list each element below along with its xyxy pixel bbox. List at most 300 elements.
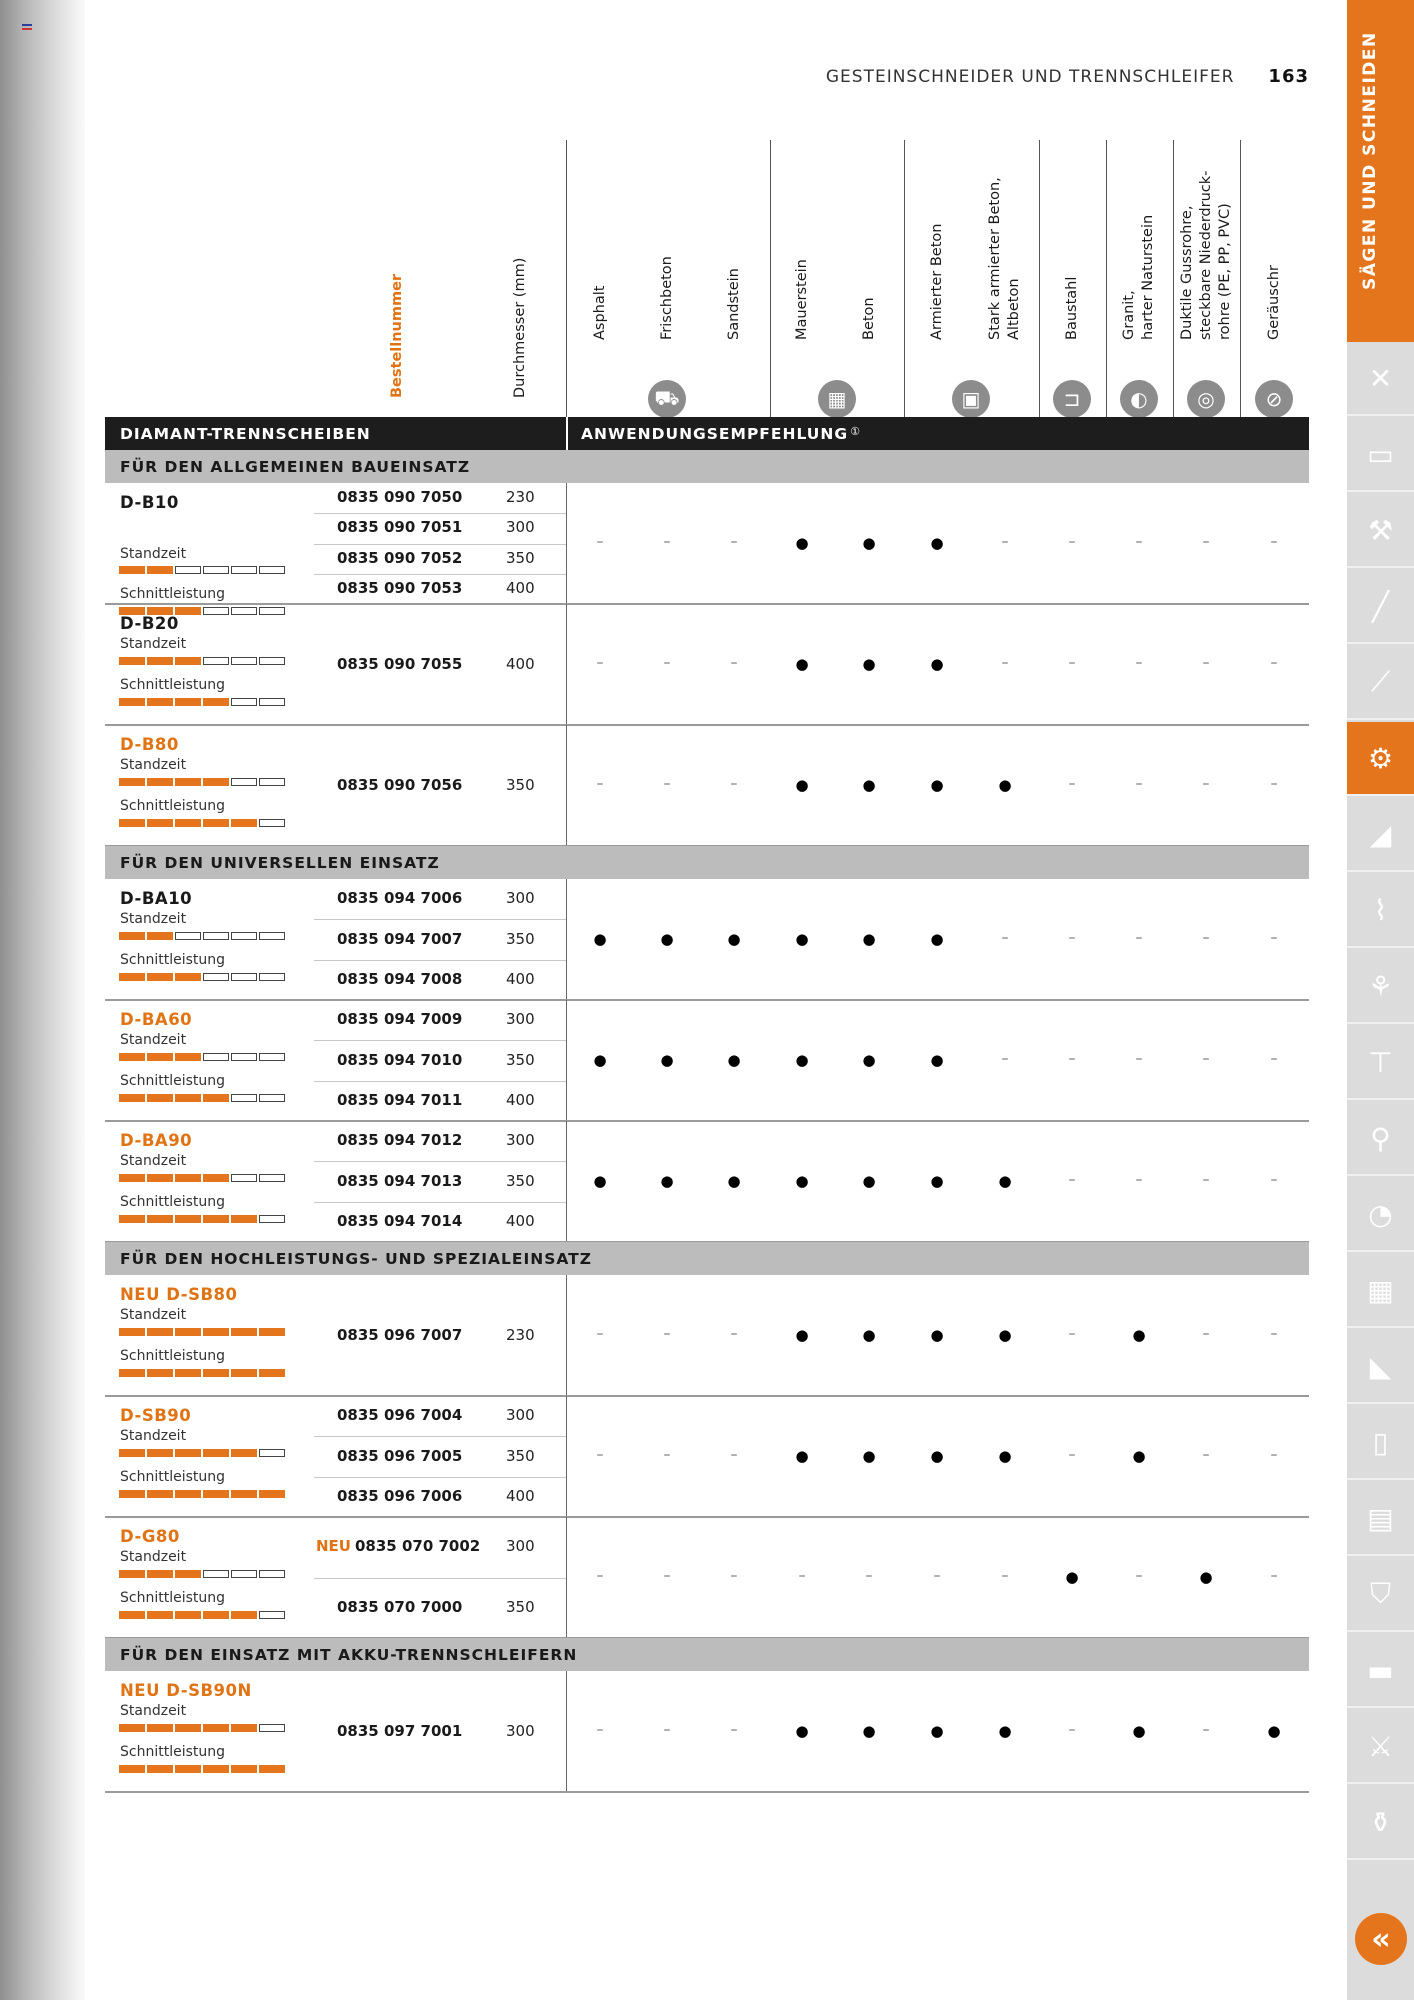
chainsaw-icon: ⚒ xyxy=(1367,513,1394,547)
smartphone-button[interactable] xyxy=(1347,1406,1414,1480)
sidebar-section-title: SÄGEN UND SCHNEIDEN xyxy=(1360,31,1380,290)
product-name: NEU D-SB90N xyxy=(120,1681,252,1700)
rating-segment xyxy=(147,1215,173,1223)
order-number-text: 0835 094 7013 xyxy=(337,1171,463,1190)
not-recommended-dash: – xyxy=(1202,1325,1210,1342)
cutoff-saw-button[interactable] xyxy=(1347,722,1414,796)
not-recommended-dash: – xyxy=(1001,1050,1009,1067)
not-recommended-dash: – xyxy=(1202,775,1210,792)
not-recommended-dash: – xyxy=(730,654,738,671)
rating-segment xyxy=(175,778,201,786)
not-recommended-dash: – xyxy=(1270,1171,1278,1188)
spray-bottle-icon: ⚱ xyxy=(1368,1805,1393,1839)
order-number-text: 0835 097 7001 xyxy=(337,1721,463,1740)
not-recommended-dash: – xyxy=(1001,654,1009,671)
rating-segment xyxy=(175,1449,201,1457)
diameter-value: 350 xyxy=(506,775,535,794)
not-recommended-dash: – xyxy=(1270,533,1278,550)
not-recommended-dash: – xyxy=(663,1325,671,1342)
not-recommended-dash: – xyxy=(1135,775,1143,792)
rating-segment xyxy=(259,1765,285,1773)
recommended-dot: ● xyxy=(930,654,944,673)
order-number-text: 0835 096 7006 xyxy=(337,1486,463,1505)
recommended-dot: ● xyxy=(795,775,809,794)
steel-beam-icon: ⊐ xyxy=(1053,380,1091,418)
diameter-value: 230 xyxy=(506,488,535,507)
order-number xyxy=(337,1131,462,1149)
product-divider xyxy=(105,1395,1309,1397)
trimmer-button[interactable] xyxy=(1347,874,1414,948)
diameter-value: 400 xyxy=(506,1090,535,1109)
table-col-divider xyxy=(566,1121,567,1242)
product-name: D-B20 xyxy=(120,614,179,633)
auger-button[interactable] xyxy=(1347,1026,1414,1100)
not-recommended-dash: – xyxy=(798,1567,806,1584)
not-recommended-dash: – xyxy=(663,533,671,550)
rating-segment xyxy=(175,698,201,706)
not-recommended-dash: – xyxy=(1135,1567,1143,1584)
rating-segment xyxy=(119,973,145,981)
row-divider xyxy=(314,1081,566,1082)
rating-segment xyxy=(203,1174,229,1182)
lawnmower-button[interactable] xyxy=(1347,798,1414,872)
rating-segment xyxy=(175,1570,201,1578)
not-recommended-dash: – xyxy=(1202,533,1210,550)
order-number-text: 0835 090 7051 xyxy=(337,518,463,537)
not-recommended-dash: – xyxy=(730,1567,738,1584)
recommended-dot: ● xyxy=(795,654,809,673)
col-order-number: Bestellnummer xyxy=(389,273,405,398)
row-divider xyxy=(314,1477,566,1478)
recommended-dot: ● xyxy=(930,1171,944,1190)
rating-segment xyxy=(259,973,285,981)
recommended-dot: ● xyxy=(727,929,741,948)
not-recommended-dash: – xyxy=(1068,654,1076,671)
cultivator-button[interactable] xyxy=(1347,950,1414,1024)
row-divider xyxy=(314,513,566,514)
granite-icon: ◐ xyxy=(1120,380,1158,418)
recommended-dot: ● xyxy=(862,1050,876,1069)
diameter-value: 400 xyxy=(506,1486,535,1505)
recommended-dot: ● xyxy=(998,1325,1012,1344)
recommended-dot: ● xyxy=(862,1325,876,1344)
product-name: D-B10 xyxy=(120,493,179,512)
rating-segment xyxy=(147,1094,173,1102)
recommended-dot: ● xyxy=(593,929,607,948)
schnittleistung-label: Schnittleistung xyxy=(120,1348,226,1364)
sidebar-active-section[interactable] xyxy=(1347,0,1414,342)
order-number xyxy=(337,1172,462,1190)
standzeit-label: Standzeit xyxy=(120,757,187,773)
recommended-dot: ● xyxy=(862,775,876,794)
battery-icon: ▭ xyxy=(1367,437,1394,471)
rating-segment xyxy=(147,1724,173,1732)
table-col-divider xyxy=(566,604,567,725)
rating-segment xyxy=(203,1449,229,1457)
garden-plan-icon: ▦ xyxy=(1367,1273,1394,1307)
schnittleistung-label: Schnittleistung xyxy=(120,1590,226,1606)
not-recommended-dash: – xyxy=(1270,654,1278,671)
tools-button[interactable] xyxy=(1347,342,1414,416)
not-recommended-dash: – xyxy=(1001,1567,1009,1584)
rating-segment xyxy=(175,1215,201,1223)
rating-segment xyxy=(147,698,173,706)
not-recommended-dash: – xyxy=(596,1325,604,1342)
not-recommended-dash: – xyxy=(663,775,671,792)
rating-segment xyxy=(147,1490,173,1498)
not-recommended-dash: – xyxy=(1068,533,1076,550)
recommended-dot: ● xyxy=(930,775,944,794)
diameter-value: 300 xyxy=(506,889,535,908)
not-recommended-dash: – xyxy=(1270,1446,1278,1463)
rating-segment xyxy=(119,1328,145,1336)
rating-segment xyxy=(203,1490,229,1498)
spray-bottle-button[interactable] xyxy=(1347,1786,1414,1860)
order-number xyxy=(337,1212,462,1230)
rating-segment xyxy=(231,973,257,981)
rating-segment xyxy=(231,819,257,827)
rating-segment xyxy=(231,1449,257,1457)
product-name: NEU D-SB80 xyxy=(120,1285,238,1304)
rating-segment xyxy=(203,1053,229,1061)
recommended-dot: ● xyxy=(998,775,1012,794)
not-recommended-dash: – xyxy=(1135,1050,1143,1067)
rating-segment xyxy=(175,1765,201,1773)
standzeit-label: Standzeit xyxy=(120,636,187,652)
rating-segment xyxy=(259,698,285,706)
lawnmower-icon: ◢ xyxy=(1369,817,1392,851)
recommended-dot: ● xyxy=(1199,1567,1213,1586)
standzeit-label: Standzeit xyxy=(120,1307,187,1323)
rating-segment xyxy=(231,1369,257,1377)
order-number xyxy=(337,1091,462,1109)
recommended-dot: ● xyxy=(1132,1721,1146,1740)
recommended-dot: ● xyxy=(795,533,809,552)
schnittleistung-label: Schnittleistung xyxy=(120,1744,226,1760)
sidebar xyxy=(1347,0,1414,2000)
order-number-text: 0835 070 7002 xyxy=(354,1537,481,1556)
rating-segment xyxy=(147,819,173,827)
rating-segment xyxy=(231,1490,257,1498)
recommended-dot: ● xyxy=(862,1171,876,1190)
recommended-dot: ● xyxy=(593,1050,607,1069)
rating-segment xyxy=(147,1053,173,1061)
col-material-6-line-1: Altbeton xyxy=(1006,278,1022,340)
not-recommended-dash: – xyxy=(596,1721,604,1738)
rating-segment xyxy=(203,778,229,786)
page-number: 163 xyxy=(1268,66,1309,87)
pole-saw-button[interactable] xyxy=(1347,570,1414,644)
product-name: D-B80 xyxy=(120,735,179,754)
rating-segment xyxy=(147,1449,173,1457)
standzeit-label: Standzeit xyxy=(120,911,187,927)
not-recommended-dash: – xyxy=(1068,1721,1076,1738)
rating-segment xyxy=(119,1449,145,1457)
rating-segment xyxy=(147,932,173,940)
standzeit-label: Standzeit xyxy=(120,1549,187,1565)
storage-icon: ▤ xyxy=(1367,1501,1394,1535)
rating-segment xyxy=(175,932,201,940)
schnittleistung-label: Schnittleistung xyxy=(120,586,226,602)
not-recommended-dash: – xyxy=(1068,1325,1076,1342)
rating-segment xyxy=(259,657,285,665)
rating-segment xyxy=(231,778,257,786)
product-divider xyxy=(105,724,1309,726)
double-chevron-left-icon: « xyxy=(1371,1921,1391,1957)
section-header: FÜR DEN ALLGEMEINEN BAUEINSATZ xyxy=(105,450,1309,483)
rating-segment xyxy=(231,698,257,706)
rating-segment xyxy=(175,566,201,574)
not-recommended-dash: – xyxy=(1202,929,1210,946)
rating-segment xyxy=(119,1094,145,1102)
diameter-value: 350 xyxy=(506,1050,535,1069)
diameter-value: 400 xyxy=(506,969,535,988)
product-divider xyxy=(105,1120,1309,1122)
rating-segment xyxy=(259,1449,285,1457)
col-material-5-line-0: Armierter Beton xyxy=(928,223,945,340)
schnittleistung-label: Schnittleistung xyxy=(120,1073,226,1089)
col-material-0-line-0: Asphalt xyxy=(591,285,608,340)
rating-bar xyxy=(119,698,285,706)
order-number-text: 0835 090 7052 xyxy=(337,548,463,567)
recommended-dot: ● xyxy=(862,654,876,673)
recommended-dot: ● xyxy=(930,1446,944,1465)
toolbox-icon: ▬ xyxy=(1367,1653,1394,1687)
rating-bar xyxy=(119,778,285,786)
rating-segment xyxy=(175,819,201,827)
not-recommended-dash: – xyxy=(596,775,604,792)
product-name: D-BA90 xyxy=(120,1131,193,1150)
rating-segment xyxy=(259,1094,285,1102)
rating-segment xyxy=(203,607,229,615)
col-material-9-line-2: rohre (PE, PP, PVC) xyxy=(1216,203,1233,340)
not-recommended-dash: – xyxy=(1135,533,1143,550)
product-divider xyxy=(105,999,1309,1001)
robot-mower-button[interactable] xyxy=(1347,1330,1414,1404)
diameter-value: 300 xyxy=(506,1537,535,1556)
rating-segment xyxy=(175,1053,201,1061)
col-material-4-line-0: Beton xyxy=(860,297,877,340)
rating-bar xyxy=(119,819,285,827)
storage-button[interactable] xyxy=(1347,1482,1414,1556)
order-number xyxy=(337,549,462,567)
not-recommended-dash: – xyxy=(663,1446,671,1463)
order-number xyxy=(337,1010,462,1028)
clothing-button[interactable] xyxy=(1347,1558,1414,1632)
rating-segment xyxy=(231,566,257,574)
not-recommended-dash: – xyxy=(1001,533,1009,550)
rating-segment xyxy=(259,1174,285,1182)
rating-segment xyxy=(147,1611,173,1619)
rating-bar xyxy=(119,657,285,665)
standzeit-label: Standzeit xyxy=(120,1032,187,1048)
table-right-header: ANWENDUNGSEMPFEHLUNG ① xyxy=(581,425,861,443)
not-recommended-dash: – xyxy=(596,1446,604,1463)
section-header: FÜR DEN EINSATZ MIT AKKU-TRENNSCHLEIFERN xyxy=(105,1638,1309,1671)
order-number-text: 0835 096 7004 xyxy=(337,1406,463,1425)
rating-segment xyxy=(119,819,145,827)
order-number xyxy=(337,655,462,673)
row-divider xyxy=(314,574,566,575)
rating-bar xyxy=(119,932,285,940)
not-recommended-dash: – xyxy=(1001,929,1009,946)
table-col-divider xyxy=(566,879,567,1000)
not-recommended-dash: – xyxy=(730,533,738,550)
rating-segment xyxy=(119,1053,145,1061)
back-button[interactable] xyxy=(1355,1913,1407,1965)
tools-icon: ✕ xyxy=(1368,361,1393,395)
blower-icon: ◔ xyxy=(1368,1197,1393,1231)
order-number-text: 0835 094 7009 xyxy=(337,1010,463,1029)
auger-icon: ⊤ xyxy=(1368,1045,1393,1079)
diameter-value: 300 xyxy=(506,1131,535,1150)
rating-bar xyxy=(119,1174,285,1182)
schnittleistung-label: Schnittleistung xyxy=(120,952,226,968)
not-recommended-dash: – xyxy=(1270,1050,1278,1067)
rating-segment xyxy=(147,1369,173,1377)
recommended-dot: ● xyxy=(930,929,944,948)
recommended-dot: ● xyxy=(795,1721,809,1740)
table-left-header: DIAMANT-TRENNSCHEIBEN xyxy=(120,425,371,443)
order-number-text: 0835 090 7050 xyxy=(337,488,463,507)
rating-segment xyxy=(119,1724,145,1732)
not-recommended-dash: – xyxy=(596,654,604,671)
diameter-value: 230 xyxy=(506,1325,535,1344)
rating-bar xyxy=(119,1570,285,1578)
not-recommended-dash: – xyxy=(1202,1050,1210,1067)
not-recommended-dash: – xyxy=(1202,1171,1210,1188)
rating-segment xyxy=(259,607,285,615)
recommended-dot: ● xyxy=(930,1721,944,1740)
section-header: FÜR DEN HOCHLEISTUNGS- UND SPEZIALEINSATZ xyxy=(105,1242,1309,1275)
col-divider xyxy=(1173,140,1174,417)
rating-bar xyxy=(119,1765,285,1773)
toolbox-button[interactable] xyxy=(1347,1634,1414,1708)
not-recommended-dash: – xyxy=(1135,1171,1143,1188)
garden-plan-button[interactable] xyxy=(1347,1254,1414,1328)
col-divider xyxy=(1039,140,1040,417)
rating-segment xyxy=(231,1174,257,1182)
robot-mower-icon: ◣ xyxy=(1369,1349,1392,1383)
recommended-dot: ● xyxy=(1132,1446,1146,1465)
recommended-dot: ● xyxy=(795,929,809,948)
rating-segment xyxy=(147,566,173,574)
recommended-dot: ● xyxy=(795,1050,809,1069)
order-number-text: 0835 094 7007 xyxy=(337,929,463,948)
blower-button[interactable] xyxy=(1347,1178,1414,1252)
rating-segment xyxy=(203,698,229,706)
col-material-9-line-0: Duktile Gussrohre, xyxy=(1178,205,1195,340)
battery-button[interactable] xyxy=(1347,418,1414,492)
col-divider xyxy=(770,140,771,417)
order-number-text: 0835 094 7012 xyxy=(337,1131,463,1150)
row-divider xyxy=(314,1161,566,1162)
recommended-dot: ● xyxy=(930,1050,944,1069)
not-recommended-dash: – xyxy=(1135,654,1143,671)
product-divider xyxy=(105,603,1309,605)
rating-bar xyxy=(119,1215,285,1223)
diameter-value: 300 xyxy=(506,1406,535,1425)
rating-bar xyxy=(119,973,285,981)
new-badge: NEU xyxy=(316,1537,351,1556)
recommended-dot: ● xyxy=(862,929,876,948)
rating-segment xyxy=(119,932,145,940)
axe-icon: ⚔ xyxy=(1367,1729,1394,1763)
product-name: D-BA60 xyxy=(120,1010,193,1029)
pressure-washer-button[interactable] xyxy=(1347,1102,1414,1176)
table-col-divider xyxy=(566,1396,567,1517)
not-recommended-dash: – xyxy=(730,1325,738,1342)
recommended-dot: ● xyxy=(795,1325,809,1344)
rating-segment xyxy=(231,1724,257,1732)
order-number xyxy=(337,579,462,597)
col-divider xyxy=(1240,140,1241,417)
not-recommended-dash: – xyxy=(1270,929,1278,946)
recommended-dot: ● xyxy=(862,533,876,552)
axe-button[interactable] xyxy=(1347,1710,1414,1784)
not-recommended-dash: – xyxy=(663,654,671,671)
standzeit-label: Standzeit xyxy=(120,1703,187,1719)
rating-segment xyxy=(147,1765,173,1773)
chainsaw-button[interactable] xyxy=(1347,494,1414,568)
order-number xyxy=(337,1722,462,1740)
section-header: FÜR DEN UNIVERSELLEN EINSATZ xyxy=(105,846,1309,879)
order-number-text: 0835 094 7014 xyxy=(337,1211,463,1230)
product-name: D-SB90 xyxy=(120,1406,192,1425)
rating-segment xyxy=(259,1328,285,1336)
schnittleistung-label: Schnittleistung xyxy=(120,1194,226,1210)
table-col-divider xyxy=(566,1000,567,1121)
recommended-dot: ● xyxy=(660,1171,674,1190)
rating-segment xyxy=(203,1570,229,1578)
rating-segment xyxy=(147,1328,173,1336)
recommended-dot: ● xyxy=(727,1050,741,1069)
rating-bar xyxy=(119,566,285,574)
rating-segment xyxy=(119,657,145,665)
not-recommended-dash: – xyxy=(865,1567,873,1584)
page-header xyxy=(826,66,1309,87)
recommended-dot: ● xyxy=(660,1050,674,1069)
recommended-dot: ● xyxy=(795,1171,809,1190)
not-recommended-dash: – xyxy=(1068,775,1076,792)
col-divider xyxy=(566,140,567,417)
col-material-2-line-0: Sandstein xyxy=(725,268,742,340)
order-number-text: 0835 090 7055 xyxy=(337,654,463,673)
order-number-text: 0835 070 7000 xyxy=(337,1597,463,1616)
rating-segment xyxy=(259,932,285,940)
recommended-dot: ● xyxy=(1065,1567,1079,1586)
rating-segment xyxy=(203,819,229,827)
table-col-divider xyxy=(566,483,567,604)
brushcutter-button[interactable] xyxy=(1347,646,1414,720)
not-recommended-dash: – xyxy=(1068,929,1076,946)
table-col-divider xyxy=(566,1671,567,1792)
table-col-divider xyxy=(566,725,567,846)
recommended-dot: ● xyxy=(930,1325,944,1344)
recommended-dot: ● xyxy=(862,1446,876,1465)
recommended-dot: ● xyxy=(998,1446,1012,1465)
language-flag-icon[interactable] xyxy=(22,24,32,30)
schnittleistung-label: Schnittleistung xyxy=(120,677,226,693)
rating-segment xyxy=(259,1369,285,1377)
rating-segment xyxy=(203,657,229,665)
row-divider xyxy=(314,919,566,920)
pipe-icon: ◎ xyxy=(1187,380,1225,418)
page-fold-shadow xyxy=(0,0,85,2000)
diameter-value: 350 xyxy=(506,548,535,567)
rating-segment xyxy=(119,698,145,706)
rating-segment xyxy=(203,1094,229,1102)
